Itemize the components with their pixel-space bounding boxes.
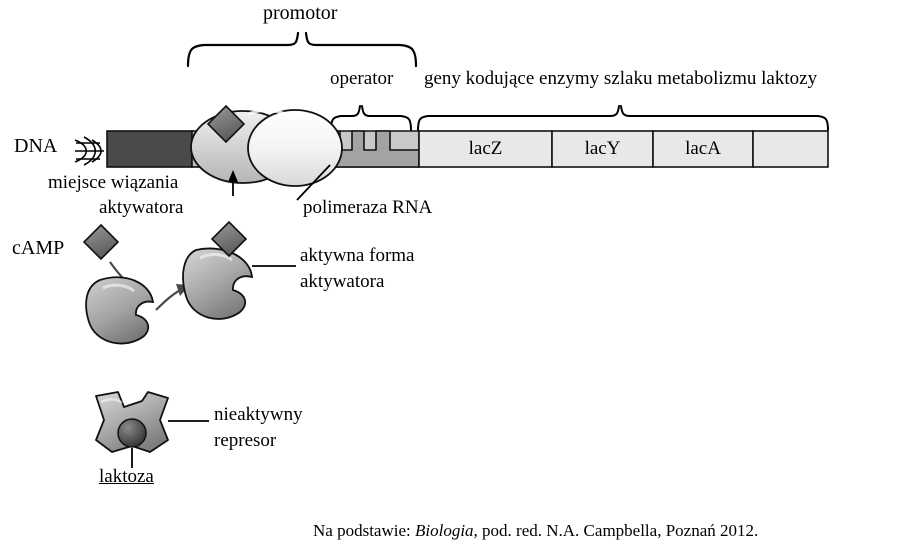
gene-label-lacZ: lacZ bbox=[468, 138, 503, 159]
gene-label-lacA: lacA bbox=[685, 138, 721, 159]
source-title: Biologia bbox=[414, 521, 474, 540]
label-inactive-repressor-line2: represor bbox=[214, 430, 277, 451]
label-activator-binding-site-line1: miejsce wiązania bbox=[48, 172, 179, 193]
label-activator-binding-site-line2: aktywatora bbox=[99, 197, 184, 218]
source-prefix: Na podstawie: bbox=[313, 521, 415, 540]
label-inactive-repressor-line1: nieaktywny bbox=[214, 404, 303, 425]
dna-operator-segment bbox=[333, 131, 419, 167]
label-active-activator-line1: aktywna forma bbox=[300, 245, 415, 266]
label-promotor: promotor bbox=[263, 2, 338, 24]
label-genes-header: geny kodujące enzymy szlaku metabolizmu laktozy bbox=[424, 68, 818, 89]
dna-upstream-segment bbox=[107, 131, 192, 167]
label-dna: DNA bbox=[14, 135, 58, 157]
label-operator: operator bbox=[330, 68, 394, 89]
genes-brace bbox=[418, 106, 828, 130]
label-active-activator-line2: aktywatora bbox=[300, 271, 385, 292]
lactose-ball bbox=[118, 419, 146, 447]
gene-label-lacY: lacY bbox=[584, 138, 621, 159]
label-camp: cAMP bbox=[12, 237, 65, 259]
free-camp-diamond bbox=[84, 225, 118, 259]
promotor-brace bbox=[188, 33, 416, 66]
operator-brace bbox=[331, 106, 411, 130]
label-lactose: laktoza bbox=[99, 466, 154, 487]
source-suffix: , pod. red. N.A. Campbella, Poznań 2012. bbox=[473, 521, 759, 540]
active-activator-shape bbox=[183, 222, 252, 319]
inactive-activator-shape bbox=[86, 277, 153, 343]
dna-helix-icon bbox=[75, 137, 104, 165]
label-rna-polymerase: polimeraza RNA bbox=[303, 197, 433, 218]
source-caption bbox=[313, 521, 758, 541]
